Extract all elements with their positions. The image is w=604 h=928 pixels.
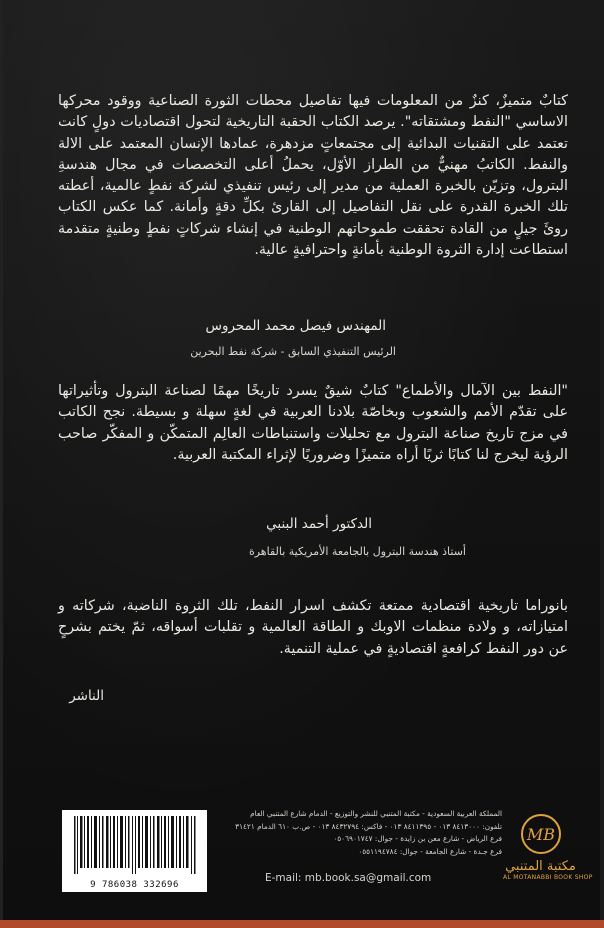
publisher-note-text: بانوراما تاريخية اقتصادية ممتعة تكشف اسرار النفط، تلك الثروة الناضبة، شركاته و امتيازاته، و ولادة منظمات الاوبك و الطاقة العالمية و تقلبات أسواقه، ثمّ يختم بشرحٍ عن دور النفط كرافعةٍ اقتصاديةٍ في عملية التنمية. xyxy=(58,598,568,657)
contact-line: فرع جـدة - شارع الجامعة - جوال: ٠٥٥١١٩٤٧٨٤ xyxy=(358,847,502,857)
publisher-note-paragraph xyxy=(58,596,568,660)
publisher-signature: الناشر xyxy=(69,688,104,704)
signature1-title: الرئيس التنفيذي السابق - شركة نفط البحرين xyxy=(190,345,396,358)
intro-paragraph xyxy=(58,91,568,261)
publisher-logo xyxy=(503,812,593,900)
mb-logo-icon xyxy=(519,812,563,856)
contact-line: المملكة العربية السعودية - مكتبة المتنبي للنشر والتوزيع - الدمام شارع المتنبي العام xyxy=(250,809,502,818)
logo-monogram: MB xyxy=(526,825,555,844)
publisher-contact xyxy=(212,808,502,859)
signature1-name: المهندس فيصل محمد المحروس xyxy=(205,318,386,334)
review2-text: "النفط بين الآمال والأطماع" كتابٌ شيقٌ يسرد تاريخًا مهمًا لصناعة البترول وتأثيراتها على تقدّم الأمم والشعوب وبخاصّة بلادنا العربية في لغةٍ سهلة و بسيطة. نجح الكاتب في مزج تاريخ صناعة البترول مع تحليلات واستنباطات العالِم المتمكّن و المفكّر صاحب الرؤية ليخرج لنا كتابًا ثريًا أراه متميزًا وضروريًا لإثراء المكتبة العربية. xyxy=(58,383,568,463)
bottom-color-strip xyxy=(0,920,604,928)
contact-line: فرع الرياض - شارع معن بن زايدة - جوال: ٠٥٠٦٩٠١٧٤٧ xyxy=(333,834,502,844)
logo-english-name: AL MOTANABBI BOOK SHOP xyxy=(503,874,593,881)
cover-right-edge xyxy=(600,0,604,928)
signature2-title: أستاذ هندسة البترول بالجامعة الأمريكية بالقاهرة xyxy=(248,545,466,558)
intro-text: كتابٌ متميزٌ، كنزٌ من المعلومات فيها تفاصيل محطات الثورة الصناعية ووقود محركها الاساسي "النفط ومشتقاته". يرصد الكتاب الحقبة التاريخية لتحول اقتصاديات دولٍ كانت تعتمد على التقنيات البدائية إلى مجتمعاتٍ مزدهرة، عمادها الإنسان المعتمد على الالة والنفط. الكاتبُ مهنيٌّ من الطراز الأوّل، يحملُ أعلى التخصصات في مجال هندسةِ البترول، وتزيّن بالخبرة العملية من مدير إلى رئيس تنفيذي لشركة نفطٍ عالمية، أعطته تلك الخبرة القدرة على نقل التفاصيل إلى القارئ بكلِّ دقةٍ وأمانة. كما عكس الكتاب روئَ جيلٍ من القادة تحققت طموحاتهم الوطنية في إنشاء شركاتٍ نفطٍ وطنيةٍ متقدمة استطاعت إدارة الثروة الوطنية بأمانةٍ واحترافيةٍ عالية. xyxy=(58,93,568,259)
contact-line: تلفون: ٨٤١٣٠٠٠ ٠١٣ - ٨٤١١٣٩٥ ٠١٣ - فاكس: ٨٤٣٢٧٩٤ ٠١٣ - ص.ب ٦١٠ الدمام ٣١٤٢١ xyxy=(235,821,502,831)
logo-arabic-name: مكتبة المتنبي xyxy=(505,859,576,874)
isbn-number: 9 786038 332696 xyxy=(90,880,179,890)
barcode-icon xyxy=(72,816,197,874)
publisher-email: E-mail: mb.book.sa@gmail.com xyxy=(265,872,432,884)
review2-paragraph xyxy=(58,381,568,466)
cover-left-edge xyxy=(0,0,3,928)
isbn-barcode xyxy=(62,810,207,892)
signature2-name: الدكتور أحمد البنبي xyxy=(266,516,372,532)
